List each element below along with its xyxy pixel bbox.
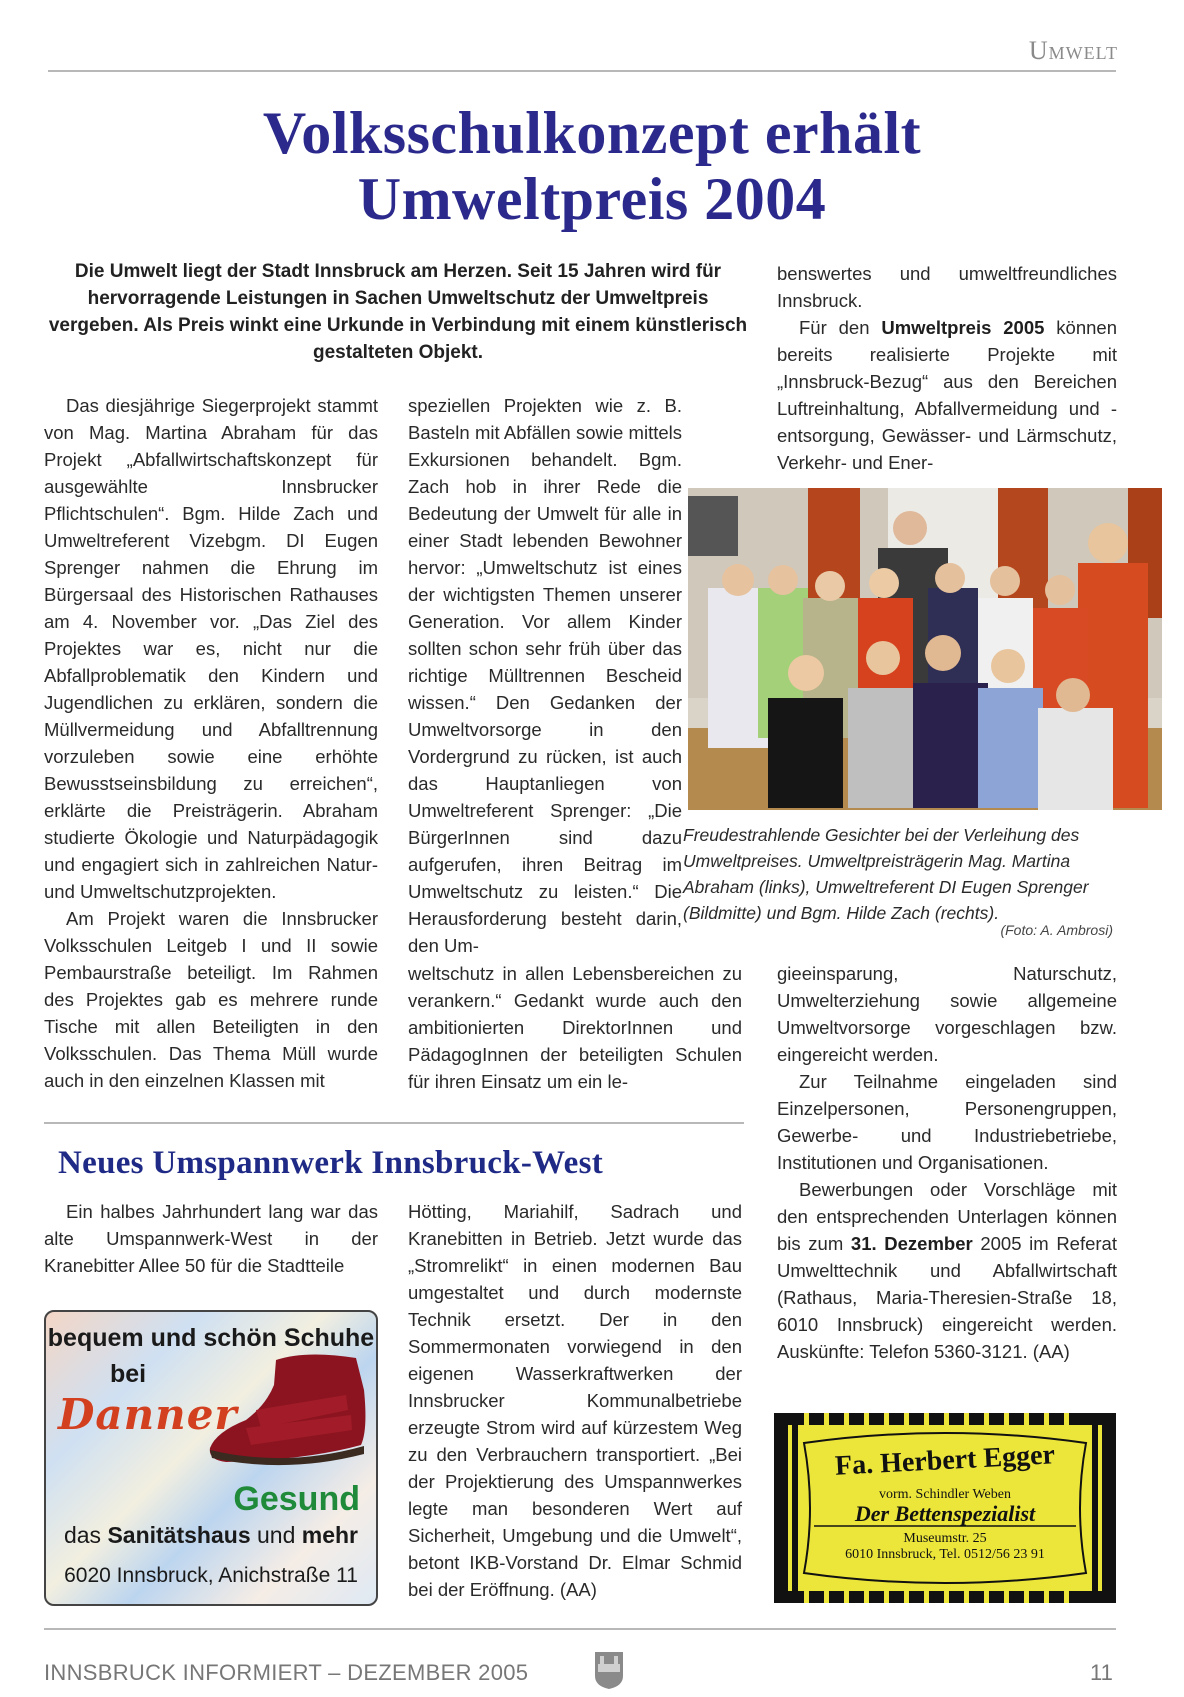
paragraph xyxy=(777,1176,1117,1365)
paragraph: benswertes und umweltfreundliches Innsbruck. xyxy=(777,263,1117,311)
text: können bereits realisierte Projekte mit „Innsbruck-Bezug“ aus den Bereichen Luftreinhaltung, Abfallvermeidung und -entsorgung, Gewässer- und Lärmschutz, Verkehr- und Ener- xyxy=(777,317,1117,473)
paragraph: weltschutz in allen Lebensbereichen zu verankern.“ Gedankt wurde auch den ambitionierten DirektorInnen und PädagogInnen der beteiligten Schulen für ihren Einsatz um ein le- xyxy=(408,963,742,1092)
ad-line-1: bequem und schön Schuhe xyxy=(47,1324,375,1352)
article1-column-3-top xyxy=(777,260,1117,476)
paragraph: gieeinsparung, Naturschutz, Umwelterziehung sowie allgemeine Umweltvorsorge vorgeschlagen bzw. eingereicht werden. xyxy=(777,963,1117,1065)
text: Bewerbungen oder Vorschläge mit den entsprechenden Unterlagen können bis zum xyxy=(777,1179,1117,1254)
photo-caption: Freudestrahlende Gesichter bei der Verleihung des Umweltpreises. Umweltpreisträgerin Mag. Martina Abraham (links), Umweltreferent DI Eugen Sprenger (Bildmitte) und Bgm. Hilde Zach (rechts). xyxy=(683,825,1089,923)
ad-company-name: Fa. Herbert Egger xyxy=(834,1439,1056,1482)
group-photo-illustration xyxy=(688,488,1162,810)
article-title-line-2: Umweltpreis 2004 xyxy=(357,166,827,232)
egger-advertisement[interactable] xyxy=(774,1413,1116,1603)
page-number: 11 xyxy=(1090,1660,1113,1685)
ad-street: Museumstr. 25 xyxy=(903,1531,987,1546)
paragraph xyxy=(777,314,1117,476)
ad-line-2: bei xyxy=(110,1360,147,1388)
article1-column-3-bottom xyxy=(777,960,1117,1365)
bold-text: 31. Dezember xyxy=(850,1233,973,1254)
article2-column-1 xyxy=(44,1198,378,1279)
bold-text: mehr xyxy=(301,1522,359,1548)
text: und xyxy=(250,1522,302,1548)
photo-credit: (Foto: A. Ambrosi) xyxy=(1000,922,1113,938)
text: das xyxy=(63,1522,108,1548)
paragraph: Am Projekt waren die Innsbrucker Volksschulen Leitgeb I und II sowie Pembaurstraße beteiligt. Im Rahmen des Projektes gab es mehrere runde Tische mit allen Beteiligten in den Volksschulen. Das Thema Müll wurde auch in den einzelnen Klassen mit xyxy=(44,908,378,1091)
paragraph: Zur Teilnahme eingeladen sind Einzelpersonen, Personengruppen, Gewerbe- und Industriebetriebe, Institutionen und Organisationen. xyxy=(777,1071,1117,1173)
article1-column-2-bottom xyxy=(408,960,742,1095)
footer-publication: INNSBRUCK INFORMIERT – DEZEMBER 2005 xyxy=(44,1660,529,1685)
section-label: Umwelt xyxy=(1028,36,1118,65)
article2-column-2 xyxy=(408,1198,742,1603)
ad-city-phone: 6010 Innsbruck, Tel. 0512/56 23 91 xyxy=(845,1547,1045,1562)
paragraph: Das diesjährige Siegerprojekt stammt von Mag. Martina Abraham für das Projekt „Abfallwirtschaftskonzept für ausgewählte Innsbrucker Pflichtschulen“. Bgm. Hilde Zach und Umweltreferent Vizebgm. DI Eugen Sprenger nahmen die Ehrung im Bürgersaal des Historischen Rathauses am 4. November vor. „Das Ziel des Projektes war es, nicht nur die Abfallproblematik den Kindern und Jugendlichen zu erklären, sondern die Müllvermeidung und Abfalltrennung vorzuleben sowie eine erhöhte Bewusstseinsbildung zu erreichen“, erklärte die Preisträgerin. Abraham studierte Ökologie und Naturpädagogik und engagiert sich in zahlreichen Natur- und Umweltschutzprojekten. xyxy=(44,395,378,902)
ad-brand: Danner xyxy=(58,1390,238,1439)
text: Für den xyxy=(799,317,882,338)
footer-rule xyxy=(44,1628,1116,1630)
ad-gesund: Gesund xyxy=(233,1480,360,1518)
article-title xyxy=(0,100,1184,232)
article-lead: Die Umwelt liegt der Stadt Innsbruck am Herzen. Seit 15 Jahren wird für hervorragende Leistungen in Sachen Umweltschutz der Umweltpreis vergeben. Als Preis winkt eine Urkunde in Verbindung mit einem künstlerisch gestalteten Objekt. xyxy=(48,261,748,363)
article1-column-2-top xyxy=(408,392,682,959)
article2-title: Neues Umspannwerk Innsbruck-West xyxy=(58,1145,604,1181)
ad-slogan: Der Bettenspezialist xyxy=(854,1501,1036,1526)
award-photo xyxy=(688,488,1162,810)
city-crest-icon xyxy=(594,1650,624,1690)
text: 2005 im Referat Umwelttechnik und Abfallwirtschaft (Rathaus, Maria-Theresien-Straße 18, 6010 Innsbruck) eingereicht werden. Auskünfte: Telefon 5360-3121. (AA) xyxy=(777,1233,1117,1362)
ad-tagline xyxy=(46,1522,376,1549)
article-title-line-1: Volksschulkonzept erhält xyxy=(262,100,922,166)
paragraph: Hötting, Mariahilf, Sadrach und Kranebitten in Betrieb. Jetzt wurde das „Stromrelikt“ in einen modernen Bau umgestaltet und durch modernste Technik ersetzt. Der in den Sommermonaten vorwiegend in den eigenen Wasserkraftwerken der Innsbrucker Kommunalbetriebe erzeugte Strom wird auf kürzestem Weg zu den Verbrauchern transportiert. „Bei der Projektierung des Umspannwerkes legte man besonderen Wert auf Sicherheit, Umgebung und die Umwelt“, betont IKB-Vorstand Dr. Elmar Schmid bei der Eröffnung. (AA) xyxy=(408,1201,742,1600)
paragraph: speziellen Projekten wie z. B. Basteln mit Abfällen sowie mittels Exkursionen behandelt. Bgm. Zach hob in ihrer Rede die Bedeutung der Umwelt für alle in einer Stadt lebenden Bewohner hervor: „Umweltschutz ist eines der wichtigsten Themen unserer Generation. Vor allem Kinder sollten schon sehr früh über das richtige Mülltrennen Bescheid wissen.“ Den Gedanken der Umweltvorsorge in den Vordergrund zu rücken, ist auch das Hauptanliegen von Umweltreferent Sprenger: „Die BürgerInnen sind dazu aufgerufen, ihren Beitrag im Umweltschutz zu leisten.“ Die Herausforderung besteht darin, den Um- xyxy=(408,395,682,956)
red-shoe-icon xyxy=(206,1350,371,1475)
bold-text: Umweltpreis 2005 xyxy=(881,317,1045,338)
article1-column-1 xyxy=(44,392,378,1094)
bold-text: Sanitätshaus xyxy=(107,1522,251,1548)
ad-formerly: vorm. Schindler Weben xyxy=(879,1487,1011,1502)
ad-address: 6020 Innsbruck, Anichstraße 11 xyxy=(64,1564,358,1587)
header-rule xyxy=(48,70,1116,72)
article-divider xyxy=(44,1122,744,1124)
danner-advertisement[interactable] xyxy=(44,1310,378,1606)
paragraph: Ein halbes Jahrhundert lang war das alte Umspannwerk-West in der Kranebitter Allee 50 für die Stadtteile xyxy=(44,1201,378,1276)
